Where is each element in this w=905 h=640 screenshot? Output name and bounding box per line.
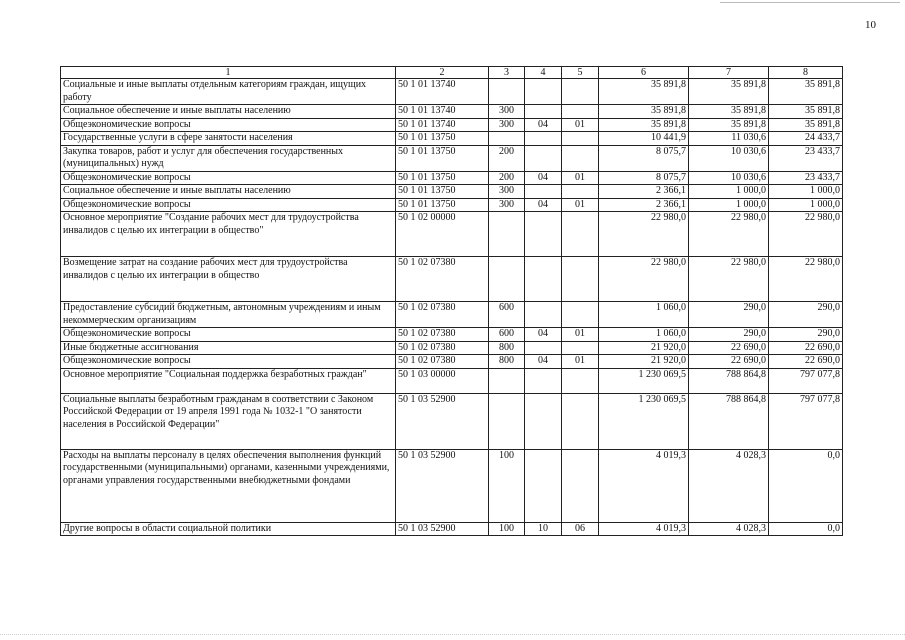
table-row: [61, 145, 843, 171]
row-col3-cell: 300: [489, 198, 525, 212]
row-value7-cell: 290,0: [689, 328, 769, 342]
header-cell: 2: [396, 67, 489, 79]
row-name-cell: Государственные услуги в сфере занятости населения: [61, 132, 396, 146]
row-col4-cell: [525, 393, 562, 449]
row-name-cell: Общеэкономические вопросы: [61, 328, 396, 342]
table-row: [61, 132, 843, 146]
row-name-cell: Иные бюджетные ассигнования: [61, 341, 396, 355]
row-value6-cell: 2 366,1: [599, 198, 689, 212]
row-value6-cell: 22 980,0: [599, 257, 689, 302]
row-name-cell: Расходы на выплаты персоналу в целях обеспечения выполнения функций государственными (муниципальными) органами, казенными учреждениями, органами управления государственными внебюджетными фондами: [61, 449, 396, 522]
table-row: [61, 355, 843, 369]
row-name-cell: Закупка товаров, работ и услуг для обеспечения государственных (муниципальных) нужд: [61, 145, 396, 171]
row-col4-cell: [525, 257, 562, 302]
row-value7-cell: 22 980,0: [689, 257, 769, 302]
row-col3-cell: 800: [489, 355, 525, 369]
row-code-cell: 50 1 01 13740: [396, 79, 489, 105]
row-col4-cell: [525, 79, 562, 105]
row-value7-cell: 4 028,3: [689, 449, 769, 522]
table-row: [61, 393, 843, 449]
row-value6-cell: 21 920,0: [599, 341, 689, 355]
row-col4-cell: 04: [525, 198, 562, 212]
row-col3-cell: 600: [489, 302, 525, 328]
row-col5-cell: [562, 105, 599, 119]
row-code-cell: 50 1 02 07380: [396, 341, 489, 355]
row-value7-cell: 4 028,3: [689, 522, 769, 536]
row-col5-cell: [562, 257, 599, 302]
row-value6-cell: 1 230 069,5: [599, 368, 689, 393]
row-name-cell: Социальные и иные выплаты отдельным категориям граждан, ищущих работу: [61, 79, 396, 105]
header-cell: 1: [61, 67, 396, 79]
row-name-cell: Социальные выплаты безработным гражданам в соответствии с Законом Российской Федерации от 19 апреля 1991 года № 1032-1 "О занятости населения в Российской Федерации": [61, 393, 396, 449]
row-col3-cell: [489, 212, 525, 257]
row-col5-cell: 01: [562, 171, 599, 185]
row-col5-cell: [562, 302, 599, 328]
page-number: 10: [865, 19, 876, 31]
header-cell: 7: [689, 67, 769, 79]
table-row: [61, 79, 843, 105]
row-code-cell: 50 1 02 07380: [396, 328, 489, 342]
row-col3-cell: 100: [489, 522, 525, 536]
row-value7-cell: 35 891,8: [689, 105, 769, 119]
table-row: [61, 302, 843, 328]
row-code-cell: 50 1 01 13750: [396, 171, 489, 185]
row-name-cell: Основное мероприятие "Создание рабочих мест для трудоустройства инвалидов с целью их интеграции в общество": [61, 212, 396, 257]
row-col4-cell: [525, 302, 562, 328]
row-value8-cell: 35 891,8: [769, 105, 843, 119]
row-code-cell: 50 1 03 52900: [396, 522, 489, 536]
row-name-cell: Социальное обеспечение и иные выплаты населению: [61, 185, 396, 199]
row-col3-cell: 300: [489, 105, 525, 119]
row-value7-cell: 1 000,0: [689, 185, 769, 199]
row-value6-cell: 8 075,7: [599, 171, 689, 185]
row-value7-cell: 35 891,8: [689, 118, 769, 132]
row-col5-cell: [562, 145, 599, 171]
table-row: [61, 328, 843, 342]
row-value8-cell: 35 891,8: [769, 79, 843, 105]
table-row: [61, 171, 843, 185]
row-value8-cell: 24 433,7: [769, 132, 843, 146]
table-row: [61, 185, 843, 199]
row-col3-cell: [489, 79, 525, 105]
row-value8-cell: 0,0: [769, 522, 843, 536]
row-col5-cell: [562, 185, 599, 199]
row-col4-cell: [525, 449, 562, 522]
row-value7-cell: 788 864,8: [689, 393, 769, 449]
row-col5-cell: 01: [562, 355, 599, 369]
row-col3-cell: [489, 368, 525, 393]
row-value7-cell: 10 030,6: [689, 145, 769, 171]
row-col3-cell: 300: [489, 118, 525, 132]
row-name-cell: Другие вопросы в области социальной политики: [61, 522, 396, 536]
row-col3-cell: 100: [489, 449, 525, 522]
row-col3-cell: 200: [489, 145, 525, 171]
row-col5-cell: 06: [562, 522, 599, 536]
table-row: [61, 118, 843, 132]
row-code-cell: 50 1 03 52900: [396, 449, 489, 522]
row-value6-cell: 4 019,3: [599, 449, 689, 522]
row-name-cell: Предоставление субсидий бюджетным, автономным учреждениям и иным некоммерческим организациям: [61, 302, 396, 328]
row-value8-cell: 22 980,0: [769, 212, 843, 257]
row-value7-cell: 290,0: [689, 302, 769, 328]
row-value8-cell: 797 077,8: [769, 368, 843, 393]
row-value6-cell: 1 060,0: [599, 328, 689, 342]
row-col3-cell: [489, 257, 525, 302]
row-col5-cell: [562, 79, 599, 105]
row-col5-cell: [562, 368, 599, 393]
header-cell: 8: [769, 67, 843, 79]
row-col3-cell: [489, 132, 525, 146]
row-col4-cell: 04: [525, 171, 562, 185]
row-code-cell: 50 1 02 07380: [396, 257, 489, 302]
row-col3-cell: 300: [489, 185, 525, 199]
header-cell: 5: [562, 67, 599, 79]
row-value7-cell: 35 891,8: [689, 79, 769, 105]
row-name-cell: Общеэкономические вопросы: [61, 198, 396, 212]
row-col5-cell: [562, 341, 599, 355]
row-code-cell: 50 1 02 07380: [396, 302, 489, 328]
row-value6-cell: 35 891,8: [599, 79, 689, 105]
row-col4-cell: [525, 185, 562, 199]
row-value8-cell: 290,0: [769, 302, 843, 328]
row-value6-cell: 10 441,9: [599, 132, 689, 146]
row-name-cell: Основное мероприятие "Социальная поддержка безработных граждан": [61, 368, 396, 393]
row-code-cell: 50 1 03 52900: [396, 393, 489, 449]
row-name-cell: Общеэкономические вопросы: [61, 355, 396, 369]
row-code-cell: 50 1 03 00000: [396, 368, 489, 393]
row-name-cell: Общеэкономические вопросы: [61, 171, 396, 185]
budget-table: [60, 66, 843, 536]
row-value8-cell: 23 433,7: [769, 145, 843, 171]
row-value8-cell: 22 980,0: [769, 257, 843, 302]
row-col4-cell: 10: [525, 522, 562, 536]
row-value8-cell: 35 891,8: [769, 118, 843, 132]
table-row: [61, 368, 843, 393]
row-value6-cell: 35 891,8: [599, 118, 689, 132]
row-col5-cell: 01: [562, 118, 599, 132]
row-name-cell: Возмещение затрат на создание рабочих мест для трудоустройства инвалидов с целью их интеграции в общество: [61, 257, 396, 302]
header-cell: 6: [599, 67, 689, 79]
row-value7-cell: 22 980,0: [689, 212, 769, 257]
table-row: [61, 105, 843, 119]
row-code-cell: 50 1 02 00000: [396, 212, 489, 257]
row-value7-cell: 10 030,6: [689, 171, 769, 185]
table-header-row: [61, 67, 843, 79]
row-name-cell: Социальное обеспечение и иные выплаты населению: [61, 105, 396, 119]
row-col4-cell: [525, 145, 562, 171]
table-row: [61, 341, 843, 355]
row-col5-cell: 01: [562, 198, 599, 212]
top-rule: [720, 2, 900, 3]
header-cell: 4: [525, 67, 562, 79]
row-col3-cell: 200: [489, 171, 525, 185]
row-value8-cell: 0,0: [769, 449, 843, 522]
row-value6-cell: 1 230 069,5: [599, 393, 689, 449]
row-col5-cell: [562, 393, 599, 449]
row-col5-cell: [562, 132, 599, 146]
row-value6-cell: 2 366,1: [599, 185, 689, 199]
row-value8-cell: 290,0: [769, 328, 843, 342]
row-code-cell: 50 1 01 13750: [396, 198, 489, 212]
table-row: [61, 198, 843, 212]
row-value8-cell: 22 690,0: [769, 341, 843, 355]
row-value7-cell: 1 000,0: [689, 198, 769, 212]
row-value8-cell: 1 000,0: [769, 185, 843, 199]
row-value6-cell: 1 060,0: [599, 302, 689, 328]
row-col4-cell: [525, 132, 562, 146]
row-code-cell: 50 1 01 13740: [396, 105, 489, 119]
row-name-cell: Общеэкономические вопросы: [61, 118, 396, 132]
row-col4-cell: 04: [525, 328, 562, 342]
row-value6-cell: 8 075,7: [599, 145, 689, 171]
row-col5-cell: [562, 212, 599, 257]
bottom-rule: [0, 634, 905, 635]
row-value7-cell: 11 030,6: [689, 132, 769, 146]
table-row: [61, 257, 843, 302]
row-value8-cell: 22 690,0: [769, 355, 843, 369]
row-value6-cell: 35 891,8: [599, 105, 689, 119]
row-code-cell: 50 1 01 13750: [396, 185, 489, 199]
row-col3-cell: 800: [489, 341, 525, 355]
row-col5-cell: [562, 449, 599, 522]
row-col3-cell: [489, 393, 525, 449]
row-code-cell: 50 1 02 07380: [396, 355, 489, 369]
table-row: [61, 522, 843, 536]
row-col3-cell: 600: [489, 328, 525, 342]
row-value7-cell: 22 690,0: [689, 341, 769, 355]
table-row: [61, 212, 843, 257]
row-value6-cell: 21 920,0: [599, 355, 689, 369]
row-value8-cell: 1 000,0: [769, 198, 843, 212]
row-value7-cell: 22 690,0: [689, 355, 769, 369]
row-value8-cell: 23 433,7: [769, 171, 843, 185]
row-value8-cell: 797 077,8: [769, 393, 843, 449]
row-code-cell: 50 1 01 13750: [396, 132, 489, 146]
row-col4-cell: 04: [525, 355, 562, 369]
row-code-cell: 50 1 01 13740: [396, 118, 489, 132]
row-col4-cell: [525, 341, 562, 355]
header-cell: 3: [489, 67, 525, 79]
row-value6-cell: 4 019,3: [599, 522, 689, 536]
table-row: [61, 449, 843, 522]
row-col4-cell: 04: [525, 118, 562, 132]
row-col4-cell: [525, 368, 562, 393]
row-col4-cell: [525, 105, 562, 119]
row-col5-cell: 01: [562, 328, 599, 342]
row-value6-cell: 22 980,0: [599, 212, 689, 257]
row-col4-cell: [525, 212, 562, 257]
row-value7-cell: 788 864,8: [689, 368, 769, 393]
row-code-cell: 50 1 01 13750: [396, 145, 489, 171]
